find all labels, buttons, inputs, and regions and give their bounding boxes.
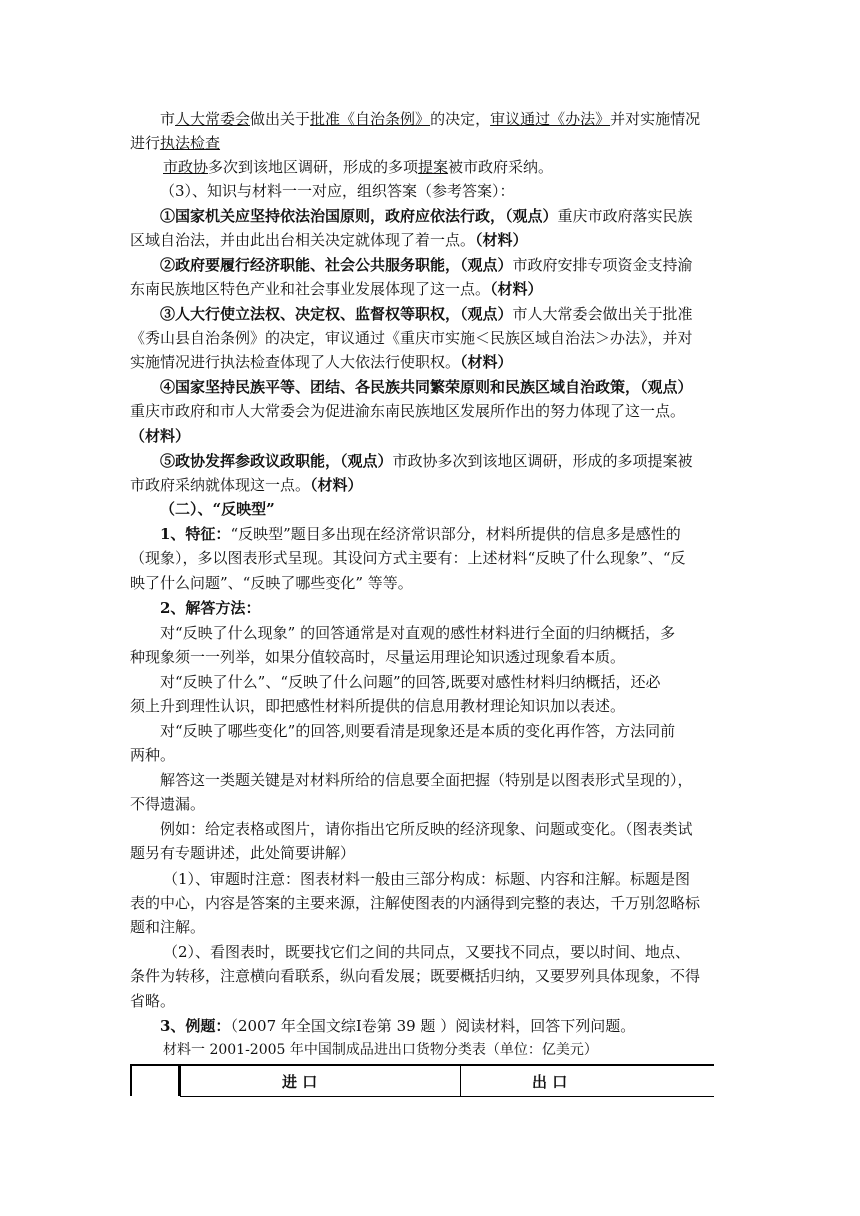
paragraph-line: （现象），多以图表形式呈现。其设问方式主要有：上述材料“反映了什么现象”、“反 <box>130 549 686 567</box>
paragraph-line: 表的中心，内容是答案的主要来源，注解使图表的内涵得到完整的表达，千万别忽略标 <box>130 894 701 912</box>
paragraph-line: 两种。 <box>130 746 176 764</box>
paragraph-line: 不得遗漏。 <box>130 795 206 813</box>
paragraph-line: （1）、审题时注意：图表材料一般由三部分构成：标题、内容和注解。标题是图 <box>163 870 691 888</box>
table-header <box>130 1064 714 1096</box>
material-caption: 材料一 2001-2005 年中国制成品进出口货物分类表（单位：亿美元） <box>163 1042 598 1058</box>
method-heading: 2、解答方法： <box>160 599 261 617</box>
answer-item-2: ②政府要履行经济职能、社会公共服务职能，（观点）市政府安排专项资金支持渝 <box>160 256 693 274</box>
paragraph-line: 题和注解。 <box>130 918 206 936</box>
paragraph-line: 市政府采纳就体现这一点。（材料） <box>130 476 363 494</box>
answer-item-5: ⑤政协发挥参政议政职能，（观点）市政协多次到该地区调研，形成的多项提案被 <box>160 452 693 470</box>
paragraph-line: 省略。 <box>130 992 176 1010</box>
table-header-import: 进 口 <box>282 1073 318 1091</box>
paragraph-line: 解答这一类题关键是对材料所给的信息要全面把握（特别是以图表形式呈现的）， <box>160 771 693 789</box>
paragraph-line: 区域自治法，并由此出台相关决定就体现了着一点。（材料） <box>130 231 528 249</box>
paragraph-line: 实施情况进行执法检查体现了人大依法行使职权。（材料） <box>130 353 513 371</box>
paragraph-line: （3）、知识与材料一一对应，组织答案（参考答案）： <box>160 182 515 200</box>
feature-line: 1、特征：“反映型”题目多出现在经济常识部分，材料所提供的信息多是感性的 <box>160 525 681 543</box>
paragraph-line: （材料） <box>130 427 191 445</box>
paragraph-line: 须上升到理性认识，即把感性材料所提供的信息用教材理论知识加以表述。 <box>130 697 626 715</box>
paragraph-line: 进行执法检查 <box>130 134 221 152</box>
paragraph-line: 重庆市政府和市人大常委会为促进渝东南民族地区发展所作出的努力体现了这一点。 <box>130 402 686 420</box>
paragraph-line: 市人大常委会做出关于批准《自治条例》的决定，审议通过《办法》并对实施情况 <box>160 110 701 128</box>
paragraph-line: 映了什么问题”、“反映了哪些变化” 等等。 <box>130 574 413 592</box>
paragraph-line: 种现象须一一列举，如果分值较高时，尽量运用理论知识透过现象看本质。 <box>130 648 626 666</box>
table-border <box>130 1064 132 1096</box>
answer-item-4: ④国家坚持民族平等、团结、各民族共同繁荣原则和民族区域自治政策，（观点） <box>160 378 693 396</box>
paragraph-line: 《秀山县自治条例》的决定，审议通过《重庆市实施＜民族区域自治法＞办法》，并对 <box>130 329 693 347</box>
paragraph-line: 市政协多次到该地区调研，形成的多项提案被市政府采纳。 <box>163 158 554 176</box>
paragraph-line: 对“反映了什么”、“反映了什么问题”的回答,既要对感性材料归纳概括，还必 <box>160 673 661 691</box>
paragraph-line: 例如：给定表格或图片，请你指出它所反映的经济现象、问题或变化。（图表类试 <box>160 820 693 838</box>
table-border <box>178 1064 181 1096</box>
answer-item-3: ③人大行使立法权、决定权、监督权等职权，（观点）市人大常委会做出关于批准 <box>160 305 693 323</box>
paragraph-line: 题另有专题讲述，此处简要讲解） <box>130 844 356 862</box>
paragraph-line: 条件为转移，注意横向看联系，纵向看发展；既要概括归纳，又要罗列具体现象，不得 <box>130 967 701 985</box>
table-border <box>180 1096 714 1097</box>
paragraph-line: 对“反映了什么现象” 的回答通常是对直观的感性材料进行全面的归纳概括，多 <box>160 624 676 642</box>
example-line: 3、例题：（2007 年全国文综Ⅰ卷第 39 题 ）阅读材料，回答下列问题。 <box>160 1017 636 1035</box>
table-header-export: 出 口 <box>532 1073 568 1091</box>
paragraph-line: 东南民族地区特色产业和社会事业发展体现了这一点。（材料） <box>130 280 543 298</box>
table-border <box>130 1064 714 1066</box>
section-heading: （二）、“反映型” <box>160 500 275 518</box>
answer-item-1: ①国家机关应坚持依法治国原则，政府应依法行政，（观点）重庆市政府落实民族 <box>160 207 693 225</box>
table-border <box>460 1064 461 1096</box>
paragraph-line: （2）、看图表时，既要找它们之间的共同点，又要找不同点，要以时间、地点、 <box>163 943 691 961</box>
paragraph-line: 对“反映了哪些变化”的回答,则要看清是现象还是本质的变化再作答，方法同前 <box>160 722 676 740</box>
